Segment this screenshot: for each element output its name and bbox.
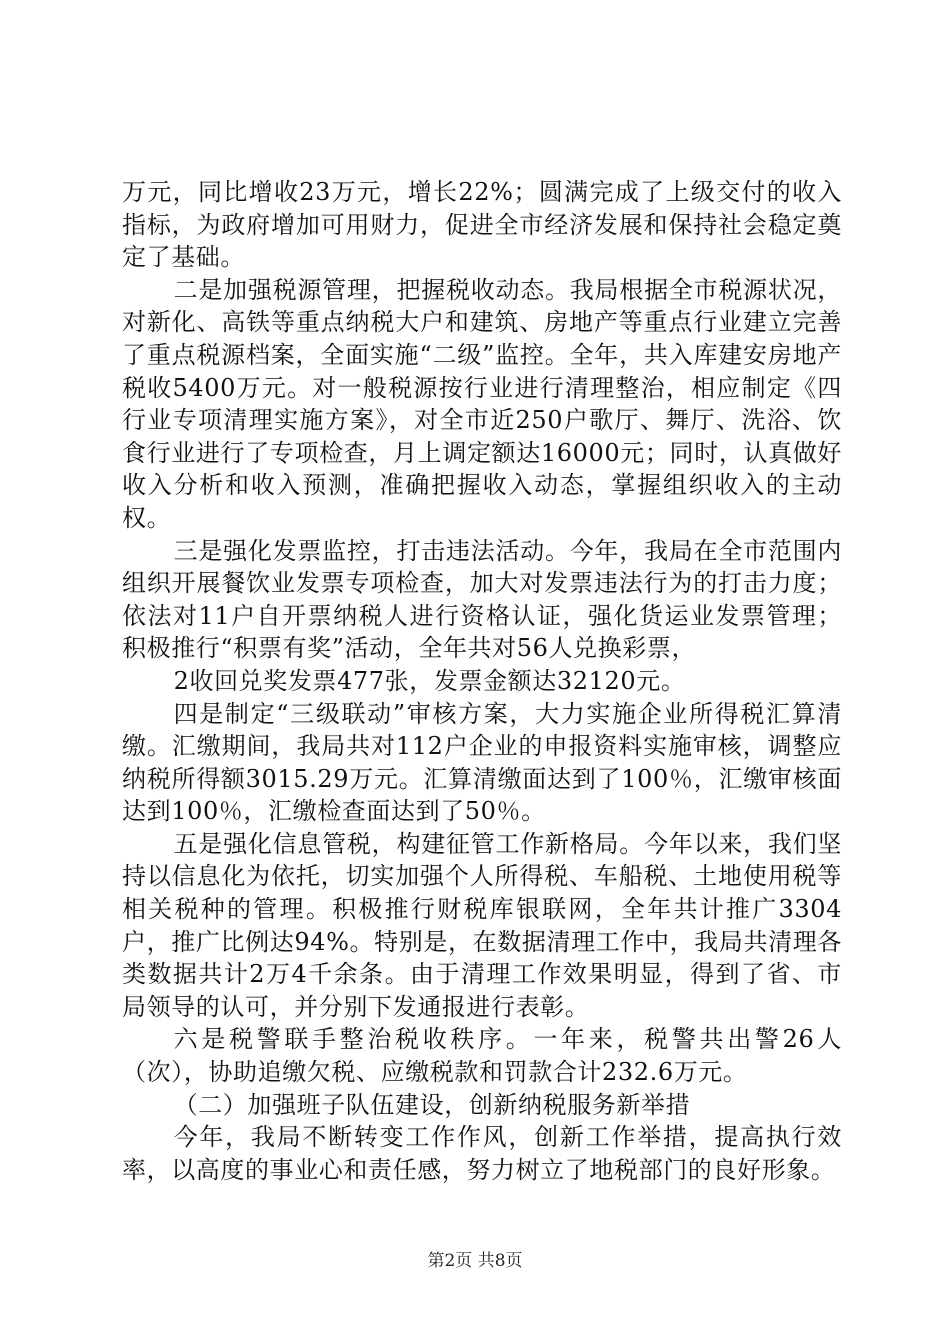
page-number-footer: 第2页 共8页: [427, 1251, 523, 1271]
paragraph-invoice-recovery: 2收回兑奖发票477张，发票金额达32120元。: [173, 666, 686, 695]
paragraph-audit-plan: 四是制定“三级联动”审核方案，大力实施企业所得税汇算清缴。汇缴期间，我局共对112户企业的申报资料实施审核，调整应纳税所得额3015.29万元。汇算清缴面达到了100％，汇缴审核面达到100％，汇缴检查面达到了50％。: [122, 699, 842, 826]
paragraph-tax-source: 二是加强税源管理，把握税收动态。我局根据全市税源状况，对新化、高铁等重点纳税大户和建筑、房地产等重点行业建立完善了重点税源档案，全面实施“二级”监控。全年，共入库建安房地产税收5400万元。对一般税源按行业进行清理整治，相应制定《四行业专项清理实施方案》，对全市近250户歌厅、舞厅、洗浴、饮食行业进行了专项检查，月上调定额达16000元；同时，认真做好收入分析和收入预测，准确把握收入动态，掌握组织收入的主动权。: [122, 275, 842, 532]
paragraph-work-style: 今年，我局不断转变工作作风，创新工作举措，提高执行效率，以高度的事业心和责任感，努力树立了地税部门的良好形象。: [122, 1123, 842, 1184]
document-body: [122, 176, 842, 1186]
paragraph-invoice-control: 三是强化发票监控，打击违法活动。今年，我局在全市范围内组织开展餐饮业发票专项检查，加大对发票违法行为的打击力度；依法对11户自开票纳税人进行资格认证，强化货运业发票管理；积极推行“积票有奖”活动，全年共对56人兑换彩票，: [122, 536, 842, 663]
paragraph-information-tax: 五是强化信息管税，构建征管工作新格局。今年以来，我们坚持以信息化为依托，切实加强个人所得税、车船税、土地使用税等相关税种的管理。积极推行财税库银联网，全年共计推广3304户，推广比例达94%。特别是，在数据清理工作中，我局共清理各类数据共计2万4千余条。由于清理工作效果明显，得到了省、市局领导的认可，并分别下发通报进行表彰。: [122, 829, 842, 1021]
paragraph-tax-police: 六是税警联手整治税收秩序。一年来，税警共出警26人（次），协助追缴欠税、应缴税款和罚款合计232.6万元。: [122, 1025, 842, 1087]
paragraph-continuation: 万元，同比增收23万元，增长22%；圆满完成了上级交付的收入指标，为政府增加可用财力，促进全市经济发展和保持社会稳定奠定了基础。: [122, 178, 842, 272]
section-heading: （二）加强班子队伍建设，创新纳税服务新举措: [173, 1090, 691, 1119]
